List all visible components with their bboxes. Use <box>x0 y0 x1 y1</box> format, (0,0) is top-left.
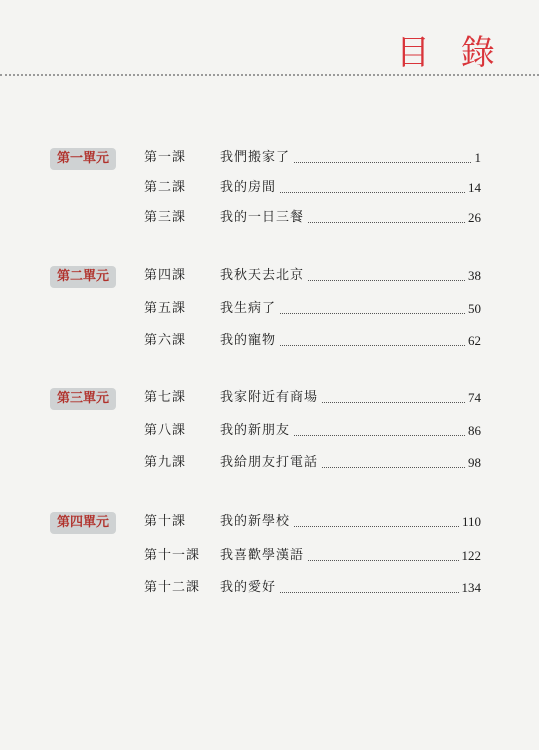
lesson-number: 第十二課 <box>144 580 201 595</box>
page-number: 86 <box>465 421 481 441</box>
lesson-title: 我生病了 <box>220 299 279 319</box>
lesson-number: 第三課 <box>144 210 187 225</box>
toc-entry[interactable] <box>0 421 539 441</box>
page-title: 目 錄 <box>396 33 505 73</box>
toc-entry[interactable] <box>0 178 539 198</box>
lesson-title: 我家附近有商場 <box>220 388 321 408</box>
lesson-title: 我的新學校 <box>220 512 293 532</box>
unit-label: 第四單元 <box>50 512 116 534</box>
page-number: 62 <box>465 331 481 351</box>
lesson-number: 第五課 <box>144 301 187 316</box>
page-number: 38 <box>465 266 481 286</box>
page-number: 98 <box>465 453 481 473</box>
lesson-number: 第二課 <box>144 180 187 195</box>
page-number: 134 <box>459 578 482 598</box>
page-number: 122 <box>459 546 482 566</box>
lesson-title: 我給朋友打電話 <box>220 453 321 473</box>
lesson-title: 我秋天去北京 <box>220 266 307 286</box>
toc-entry[interactable] <box>0 208 539 228</box>
page-number: 74 <box>465 388 481 408</box>
lesson-number: 第八課 <box>144 423 187 438</box>
unit-label: 第三單元 <box>50 388 116 410</box>
page-number: 110 <box>459 512 481 532</box>
page-number: 50 <box>465 299 481 319</box>
toc-entry[interactable] <box>0 299 539 319</box>
page-number: 26 <box>465 208 481 228</box>
lesson-number: 第四課 <box>144 268 187 283</box>
lesson-title: 我的寵物 <box>220 331 279 351</box>
unit-label: 第一單元 <box>50 148 116 170</box>
toc-entry[interactable] <box>0 266 539 286</box>
unit-label: 第二單元 <box>50 266 116 288</box>
lesson-title: 我的一日三餐 <box>220 208 307 228</box>
toc-entry[interactable] <box>0 578 539 598</box>
lesson-title: 我的房間 <box>220 178 279 198</box>
lesson-number: 第十一課 <box>144 548 201 563</box>
lesson-number: 第十課 <box>144 514 187 529</box>
page-number: 14 <box>465 178 481 198</box>
toc-entry[interactable] <box>0 512 539 532</box>
lesson-number: 第七課 <box>144 390 187 405</box>
lesson-title: 我的愛好 <box>220 578 279 598</box>
title-divider <box>0 74 539 76</box>
toc-entry[interactable] <box>0 148 539 168</box>
lesson-number: 第九課 <box>144 455 187 470</box>
lesson-number: 第一課 <box>144 150 187 165</box>
lesson-title: 我喜歡學漢語 <box>220 546 307 566</box>
lesson-title: 我的新朋友 <box>220 421 293 441</box>
toc-entry[interactable] <box>0 388 539 408</box>
toc-entry[interactable] <box>0 546 539 566</box>
page-number: 1 <box>472 148 482 168</box>
lesson-title: 我們搬家了 <box>220 148 293 168</box>
toc-entry[interactable] <box>0 453 539 473</box>
lesson-number: 第六課 <box>144 333 187 348</box>
toc-entry[interactable] <box>0 331 539 351</box>
